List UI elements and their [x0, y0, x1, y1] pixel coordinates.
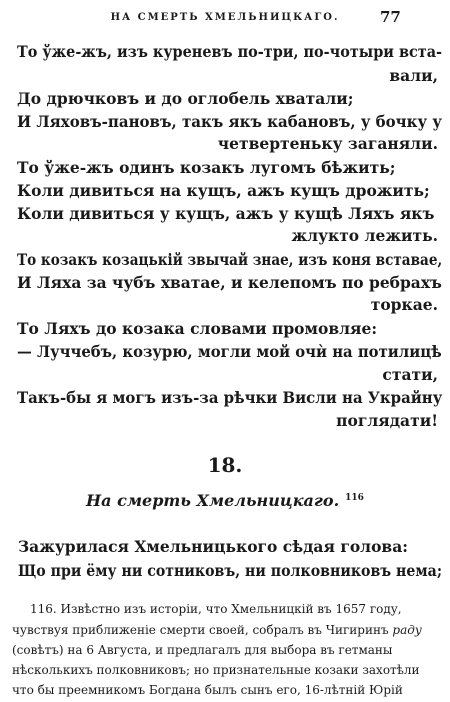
page-number: 77 [380, 8, 401, 26]
verse-line: До дрючковъ и до оглобель хватали; [17, 89, 354, 108]
footnote-italic-word: раду [392, 623, 422, 637]
poem-title [0, 491, 450, 510]
verse-line-continuation: стати, [382, 365, 438, 384]
footnote-line: 116. Извѣстно изъ исторіи, что Хмельницкій въ 1657 году, [30, 602, 402, 616]
verse-line: То Ляхъ до козака словами промовляе: [17, 319, 378, 338]
verse-line: И Ляховъ-пановъ, такъ якъ кабановъ, у бочку у [17, 112, 442, 131]
verse-line: Такъ-бы я могъ изъ-за рѣчки Висли на Украйну [17, 388, 443, 407]
section-number: 18. [207, 453, 243, 477]
verse-line: То козакъ козацькій звычай знае, изъ коня вставае, [17, 250, 443, 269]
footnote-line [12, 623, 422, 637]
verse-line-continuation: вали, [389, 66, 438, 85]
verse-line-continuation: поглядати! [336, 411, 438, 430]
verse-line-continuation: четвертеньку заганяли. [217, 134, 438, 153]
footnote-line: что бы преемникомъ Богдана былъ сынъ его, 16-лѣтній Юрій [12, 683, 403, 697]
verse-line: То ўже-жъ, изъ куреневъ по-три, по-чотыри вста- [17, 42, 443, 61]
verse-line: Коли дивиться на кущъ, ажъ кущъ дрожить; [17, 181, 430, 200]
footnote-text: чувствуя приближеніе смерти своей, собралъ въ Чигиринъ [12, 623, 393, 637]
running-title: НА СМЕРТЬ ХМЕЛЬНИЦКАГО. [110, 12, 340, 23]
verse-line: — Луччебъ, козурю, могли мой очѝ на потилицѣ [17, 342, 442, 361]
verse-line: Коли дивиться у кущъ, ажъ у кущѣ Ляхъ якъ [17, 204, 435, 223]
footnote-line: нѣсколькихъ полковниковъ; но признательные козаки захотѣли [12, 663, 420, 677]
verse-line-continuation: жлукто лежить. [291, 226, 438, 245]
poem-line: Що при ёму ни сотниковъ, ни полковниковъ нема; [18, 561, 443, 580]
footnote-marker: 116 [345, 492, 364, 503]
footnote-line: (совѣтъ) на 6 Августа, и предлагалъ для выбора въ гетманы [12, 643, 393, 657]
poem-title-text: На смерть Хмельницкаго. [86, 491, 340, 510]
poem-line: Зажурилася Хмельницького сѣдая голова: [18, 537, 408, 556]
verse-line-continuation: торкае. [370, 295, 438, 314]
verse-line: То ўже-жъ одинъ козакъ лугомъ бѣжить; [17, 158, 396, 177]
verse-line: И Ляха за чубъ хватае, и келепомъ по ребрахъ [17, 273, 442, 292]
